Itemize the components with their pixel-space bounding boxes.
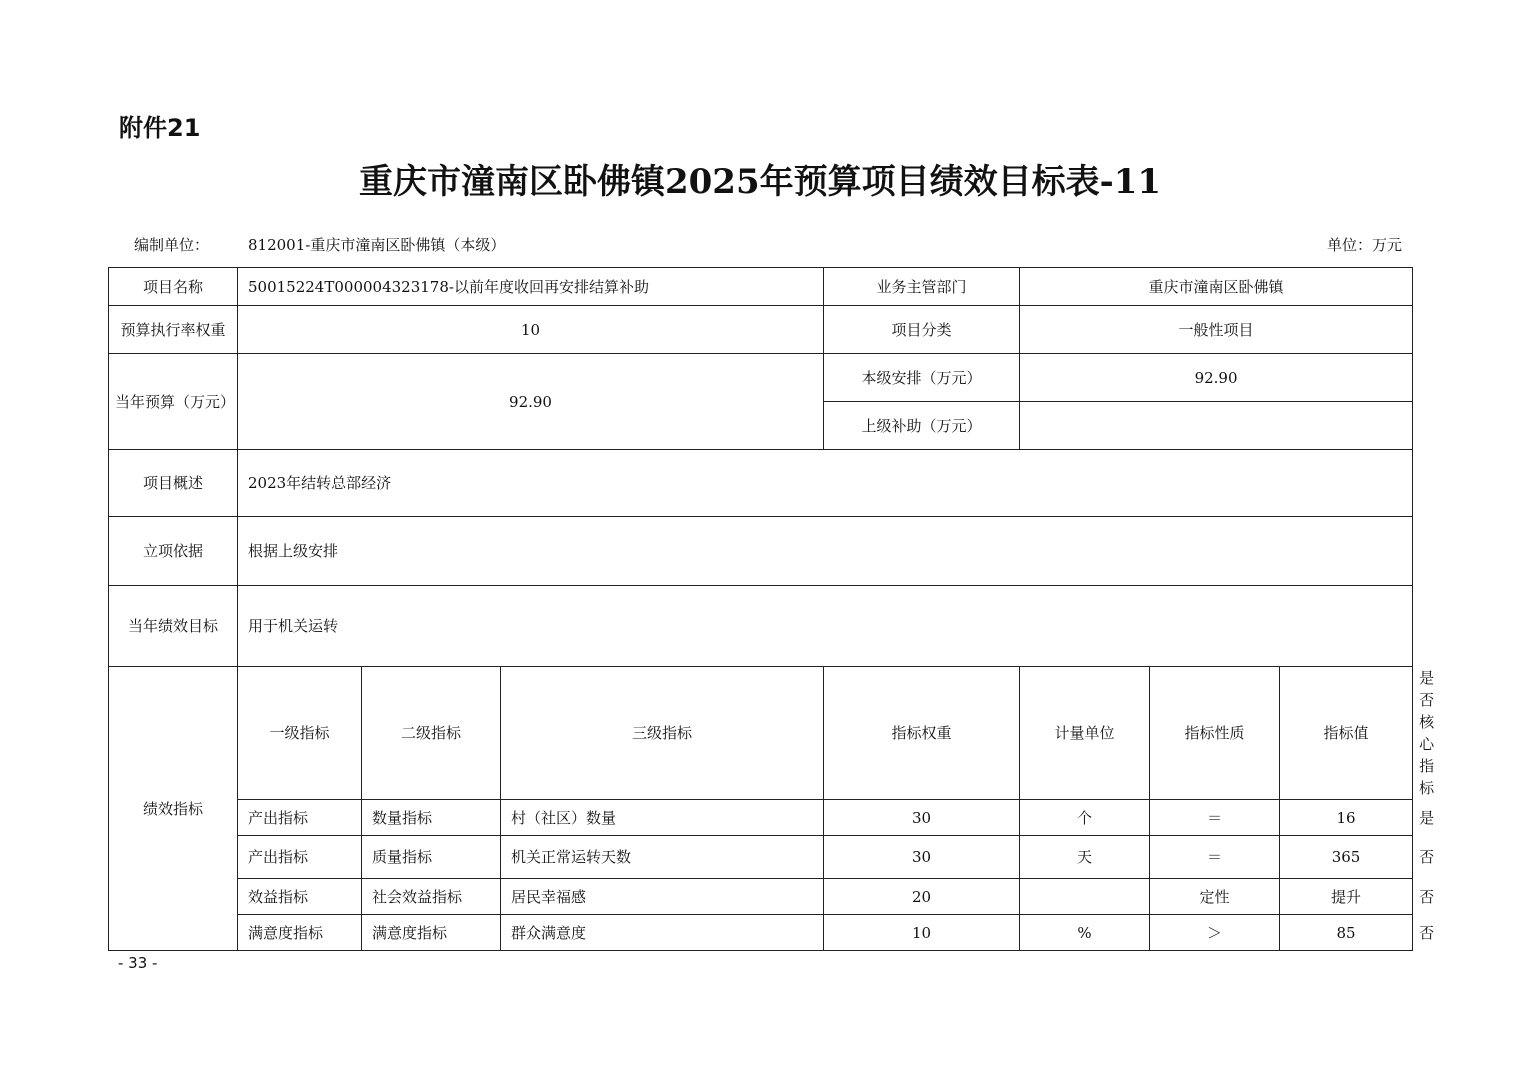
row-goal	[109, 586, 1413, 667]
cell-level2: 社会效益指标	[362, 879, 501, 915]
basis-value: 根据上级安排	[238, 517, 1413, 586]
row-budget	[109, 354, 1413, 402]
cell-weight: 10	[824, 915, 1020, 951]
goal-label: 当年绩效目标	[109, 586, 238, 667]
performance-table	[108, 267, 1435, 951]
dept-value: 重庆市潼南区卧佛镇	[1020, 268, 1413, 306]
cell-level1: 产出指标	[238, 800, 362, 836]
compile-unit-label: 编制单位：	[134, 236, 210, 254]
cell-weight: 20	[824, 879, 1020, 915]
row-overview	[109, 450, 1413, 517]
local-label: 本级安排（万元）	[824, 354, 1020, 402]
budget-value: 92.90	[238, 354, 824, 450]
cell-value: 365	[1280, 836, 1413, 879]
cell-level1: 产出指标	[238, 836, 362, 879]
header-weight: 指标权重	[824, 667, 1020, 800]
cell-nature: ＞	[1150, 915, 1280, 951]
overview-label: 项目概述	[109, 450, 238, 517]
header-nature: 指标性质	[1150, 667, 1280, 800]
row-exec-weight	[109, 306, 1413, 354]
cell-level2: 满意度指标	[362, 915, 501, 951]
indicator-row: 满意度指标 满意度指标 群众满意度 10 % ＞ 85 否	[109, 915, 1413, 951]
cell-nature: ＝	[1150, 800, 1280, 836]
dept-label: 业务主管部门	[824, 268, 1020, 306]
cell-unit: 个	[1020, 800, 1150, 836]
cell-value: 16	[1280, 800, 1413, 836]
cell-unit: %	[1020, 915, 1150, 951]
indicator-row: 产出指标 质量指标 机关正常运转天数 30 天 ＝ 365 否	[109, 836, 1413, 879]
cell-level1: 满意度指标	[238, 915, 362, 951]
row-basis	[109, 517, 1413, 586]
compile-unit-value: 812001-重庆市潼南区卧佛镇（本级）	[248, 236, 506, 254]
currency-unit: 单位：万元	[1326, 236, 1402, 254]
cell-level3: 居民幸福感	[501, 879, 824, 915]
cell-level3: 群众满意度	[501, 915, 824, 951]
header-level2: 二级指标	[362, 667, 501, 800]
page-title: 重庆市潼南区卧佛镇2025年预算项目绩效目标表-11	[358, 162, 1162, 202]
row-project-name	[109, 268, 1413, 306]
header-level3: 三级指标	[501, 667, 824, 800]
cell-nature: 定性	[1150, 879, 1280, 915]
page-number: - 33 -	[118, 954, 158, 972]
cell-value: 85	[1280, 915, 1413, 951]
header-value: 指标值	[1280, 667, 1413, 800]
project-name-value: 50015224T000004323178-以前年度收回再安排结算补助	[238, 268, 824, 306]
cell-unit: 天	[1020, 836, 1150, 879]
cell-weight: 30	[824, 836, 1020, 879]
cell-level3: 机关正常运转天数	[501, 836, 824, 879]
cell-weight: 30	[824, 800, 1020, 836]
category-label: 项目分类	[824, 306, 1020, 354]
cell-level3: 村（社区）数量	[501, 800, 824, 836]
upper-value	[1020, 402, 1413, 450]
budget-label: 当年预算（万元）	[109, 354, 238, 450]
basis-label: 立项依据	[109, 517, 238, 586]
cell-level2: 数量指标	[362, 800, 501, 836]
cell-level2: 质量指标	[362, 836, 501, 879]
exec-weight-value: 10	[238, 306, 824, 354]
goal-value: 用于机关运转	[238, 586, 1413, 667]
cell-level1: 效益指标	[238, 879, 362, 915]
attachment-label: 附件21	[119, 114, 201, 142]
local-value: 92.90	[1020, 354, 1413, 402]
exec-weight-label: 预算执行率权重	[109, 306, 238, 354]
upper-label: 上级补助（万元）	[824, 402, 1020, 450]
cell-value: 提升	[1280, 879, 1413, 915]
header-unit: 计量单位	[1020, 667, 1150, 800]
overview-value: 2023年结转总部经济	[238, 450, 1413, 517]
cell-nature: ＝	[1150, 836, 1280, 879]
project-name-label: 项目名称	[109, 268, 238, 306]
cell-unit	[1020, 879, 1150, 915]
header-level1: 一级指标	[238, 667, 362, 800]
indicator-label: 绩效指标	[109, 667, 238, 951]
indicator-header-row: 绩效指标 一级指标 二级指标 三级指标 指标权重 计量单位 指标性质 指标值 是否核心指标	[109, 667, 1413, 800]
category-value: 一般性项目	[1020, 306, 1413, 354]
indicator-row: 产出指标 数量指标 村（社区）数量 30 个 ＝ 16 是	[109, 800, 1413, 836]
indicator-row: 效益指标 社会效益指标 居民幸福感 20 定性 提升 否	[109, 879, 1413, 915]
